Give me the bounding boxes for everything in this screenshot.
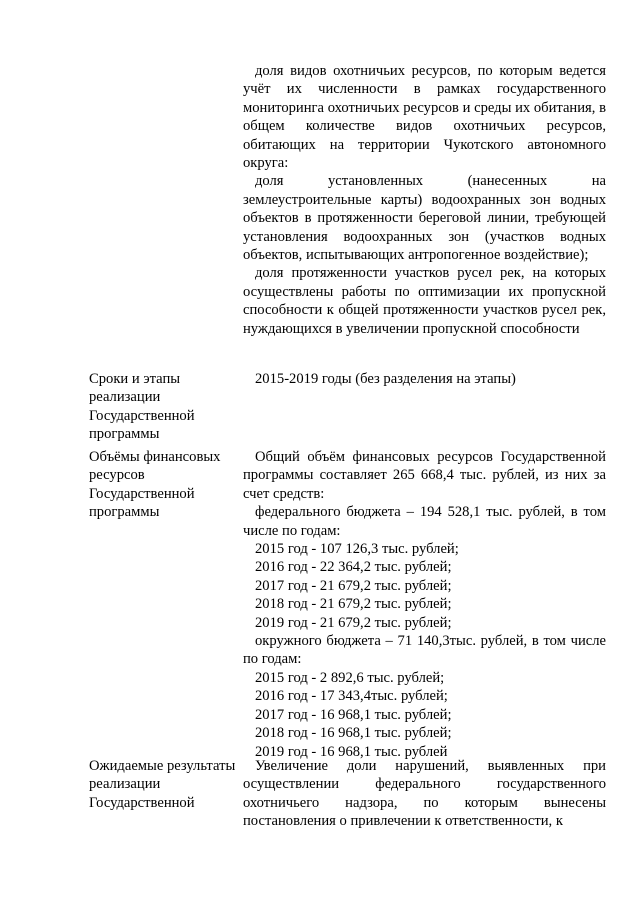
district-year-item: 2016 год - 17 343,4тыс. рублей; (255, 688, 448, 705)
results-label: Ожидаемые результаты реализации Государственной (89, 758, 236, 811)
federal-year-item: 2018 год - 21 679,2 тыс. рублей; (255, 596, 452, 613)
finance-content (243, 448, 606, 761)
federal-year-item: 2017 год - 21 679,2 тыс. рублей; (255, 577, 452, 594)
district-year-item: 2015 год - 2 892,6 тыс. рублей; (255, 669, 445, 686)
indicator-paragraph: доля протяженности участков русел рек, на которых осуществлены работы по оптимизации их пропускной способности к общей протяженности участков русел рек, нуждающихся в увеличении пропускной способности (243, 265, 606, 337)
terms-value-block (243, 370, 606, 388)
indicator-paragraph: доля установленных (нанесенных на землеустроительные карты) водоохранных зон водных объектов в протяженности береговой линии, требующей установления водоохранных зон (участков водных объектов, испытывающих антропогенное воздействие); (243, 173, 606, 264)
results-content (243, 757, 606, 831)
results-text: Увеличение доли нарушений, выявленных при осуществлении федерального государственного охотничьего надзора, по которым вынесены постановления о привлечении к ответственности, к (243, 758, 606, 830)
federal-year-item: 2019 год - 21 679,2 тыс. рублей; (255, 614, 452, 631)
district-year-item: 2017 год - 16 968,1 тыс. рублей; (255, 706, 452, 723)
federal-budget-intro: федерального бюджета – 194 528,1 тыс. рублей, в том числе по годам: (243, 504, 606, 539)
indicators-list (243, 62, 606, 338)
district-year-item: 2018 год - 16 968,1 тыс. рублей; (255, 725, 452, 742)
terms-value: 2015-2019 годы (без разделения на этапы) (255, 371, 516, 387)
finance-intro: Общий объём финансовых ресурсов Государственной программы составляет 265 668,4 тыс. рублей, из них за счет средств: (243, 449, 606, 502)
federal-year-item: 2016 год - 22 364,2 тыс. рублей; (255, 559, 452, 576)
finance-label: Объёмы финансовых ресурсов Государственной программы (89, 449, 221, 521)
terms-label: Сроки и этапы реализации Государственной программы (89, 371, 195, 443)
indicator-paragraph: доля видов охотничьих ресурсов, по которым ведется учёт их численности в рамках государственного мониторинга охотничьих ресурсов и среды их обитания, в общем количестве видов охотничьих ресурсов, обитающих на территории Чукотского автономного округа: (243, 63, 606, 172)
district-year-item: 2019 год - 16 968,1 тыс. рублей (255, 743, 448, 760)
federal-year-item: 2015 год - 107 126,3 тыс. рублей; (255, 541, 459, 558)
district-budget-intro: окружного бюджета – 71 140,3тыс. рублей, в том числе по годам: (243, 633, 606, 668)
